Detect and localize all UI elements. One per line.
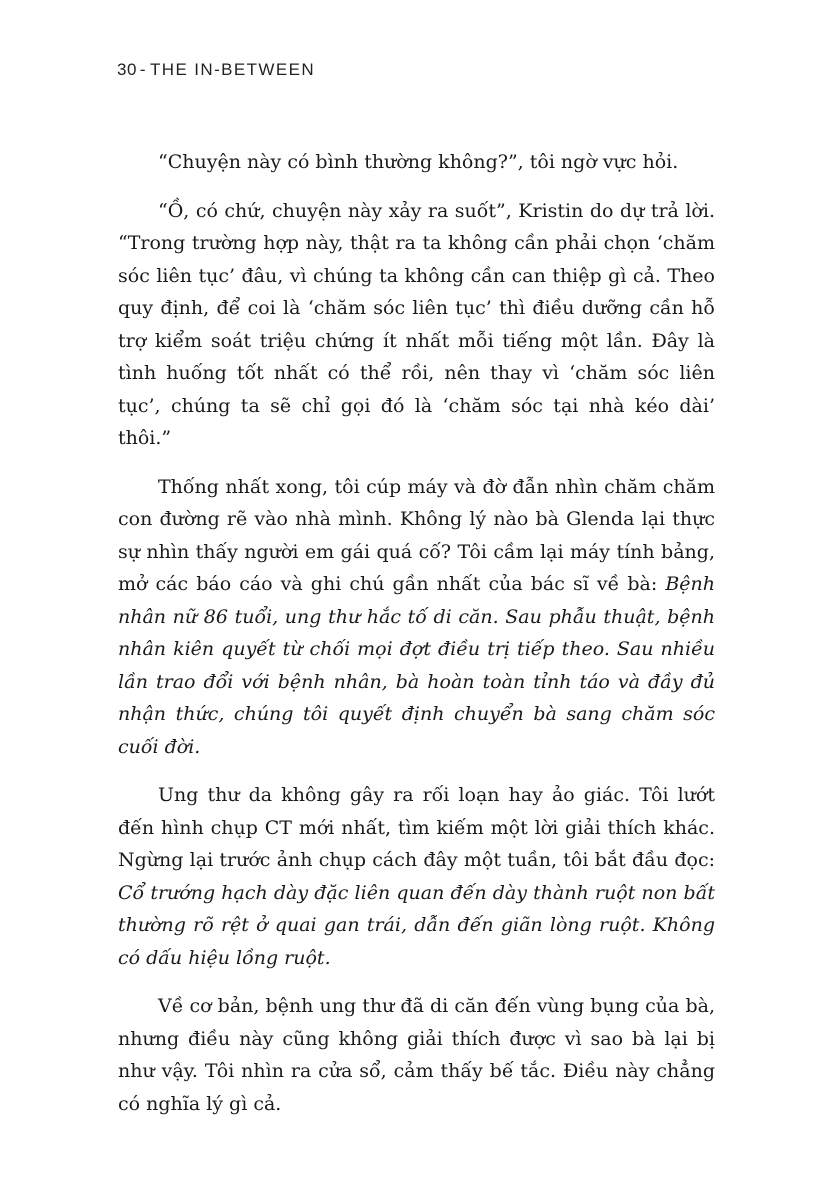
paragraph-1: “Chuyện này có bình thường không?”, tôi ngờ vực hỏi. (158, 151, 679, 173)
paragraph-4 (118, 779, 715, 974)
paragraph-3 (118, 471, 715, 764)
body-text (118, 146, 715, 1136)
page-number: 30 (117, 60, 137, 79)
running-header (117, 60, 315, 80)
paragraph-4-italic-report: Cổ trướng hạch dày đặc liên quan đến dày thành ruột non bất thường rõ rệt ở quai gan trái, dẫn đến giãn lòng ruột. Không có dấu hiệu lồng ruột. (118, 881, 715, 969)
paragraph-3-italic-note: Bệnh nhân nữ 86 tuổi, ung thư hắc tố di căn. Sau phẫu thuật, bệnh nhân kiên quyết từ chối mọi đợt điều trị tiếp theo. Sau nhiều lần trao đổi với bệnh nhân, bà hoàn toàn tỉnh táo và đầy đủ nhận thức, chúng tôi quyết định chuyển bà sang chăm sóc cuối đời. (118, 573, 715, 758)
paragraph-5: Về cơ bản, bệnh ung thư đã di căn đến vùng bụng của bà, nhưng điều này cũng không giải thích được vì sao bà lại bị như vậy. Tôi nhìn ra cửa sổ, cảm thấy bế tắc. Điều này chẳng có nghĩa lý gì cả. (118, 995, 715, 1115)
paragraph-2: “Ồ, có chứ, chuyện này xảy ra suốt”, Kristin do dự trả lời. “Trong trường hợp này, thật ra ta không cần phải chọn ‘chăm sóc liên tục’ đâu, vì chúng ta không cần can thiệp gì cả. Theo quy định, để coi là ‘chăm sóc liên tục’ thì điều dưỡng cần hỗ trợ kiểm soát triệu chứng ít nhất mỗi tiếng một lần. Đây là tình huống tốt nhất có thể rồi, nên thay vì ‘chăm sóc liên tục’, chúng ta sẽ chỉ gọi đó là ‘chăm sóc tại nhà kéo dài’ thôi.” (118, 199, 715, 449)
book-title: THE IN-BETWEEN (149, 60, 316, 79)
paragraph-3-text: Thống nhất xong, tôi cúp máy và đờ đẫn nhìn chăm chăm con đường rẽ vào nhà mình. Không lý nào bà Glenda lại thực sự nhìn thấy người em gái quá cố? Tôi cầm lại máy tính bảng, mở các báo cáo và ghi chú gần nhất của bác sĩ về bà: (118, 475, 715, 595)
paragraph-4-text: Ung thư da không gây ra rối loạn hay ảo giác. Tôi lướt đến hình chụp CT mới nhất, tìm kiếm một lời giải thích khác. Ngừng lại trước ảnh chụp cách đây một tuần, tôi bắt đầu đọc: (118, 784, 715, 871)
header-separator: - (139, 60, 147, 79)
